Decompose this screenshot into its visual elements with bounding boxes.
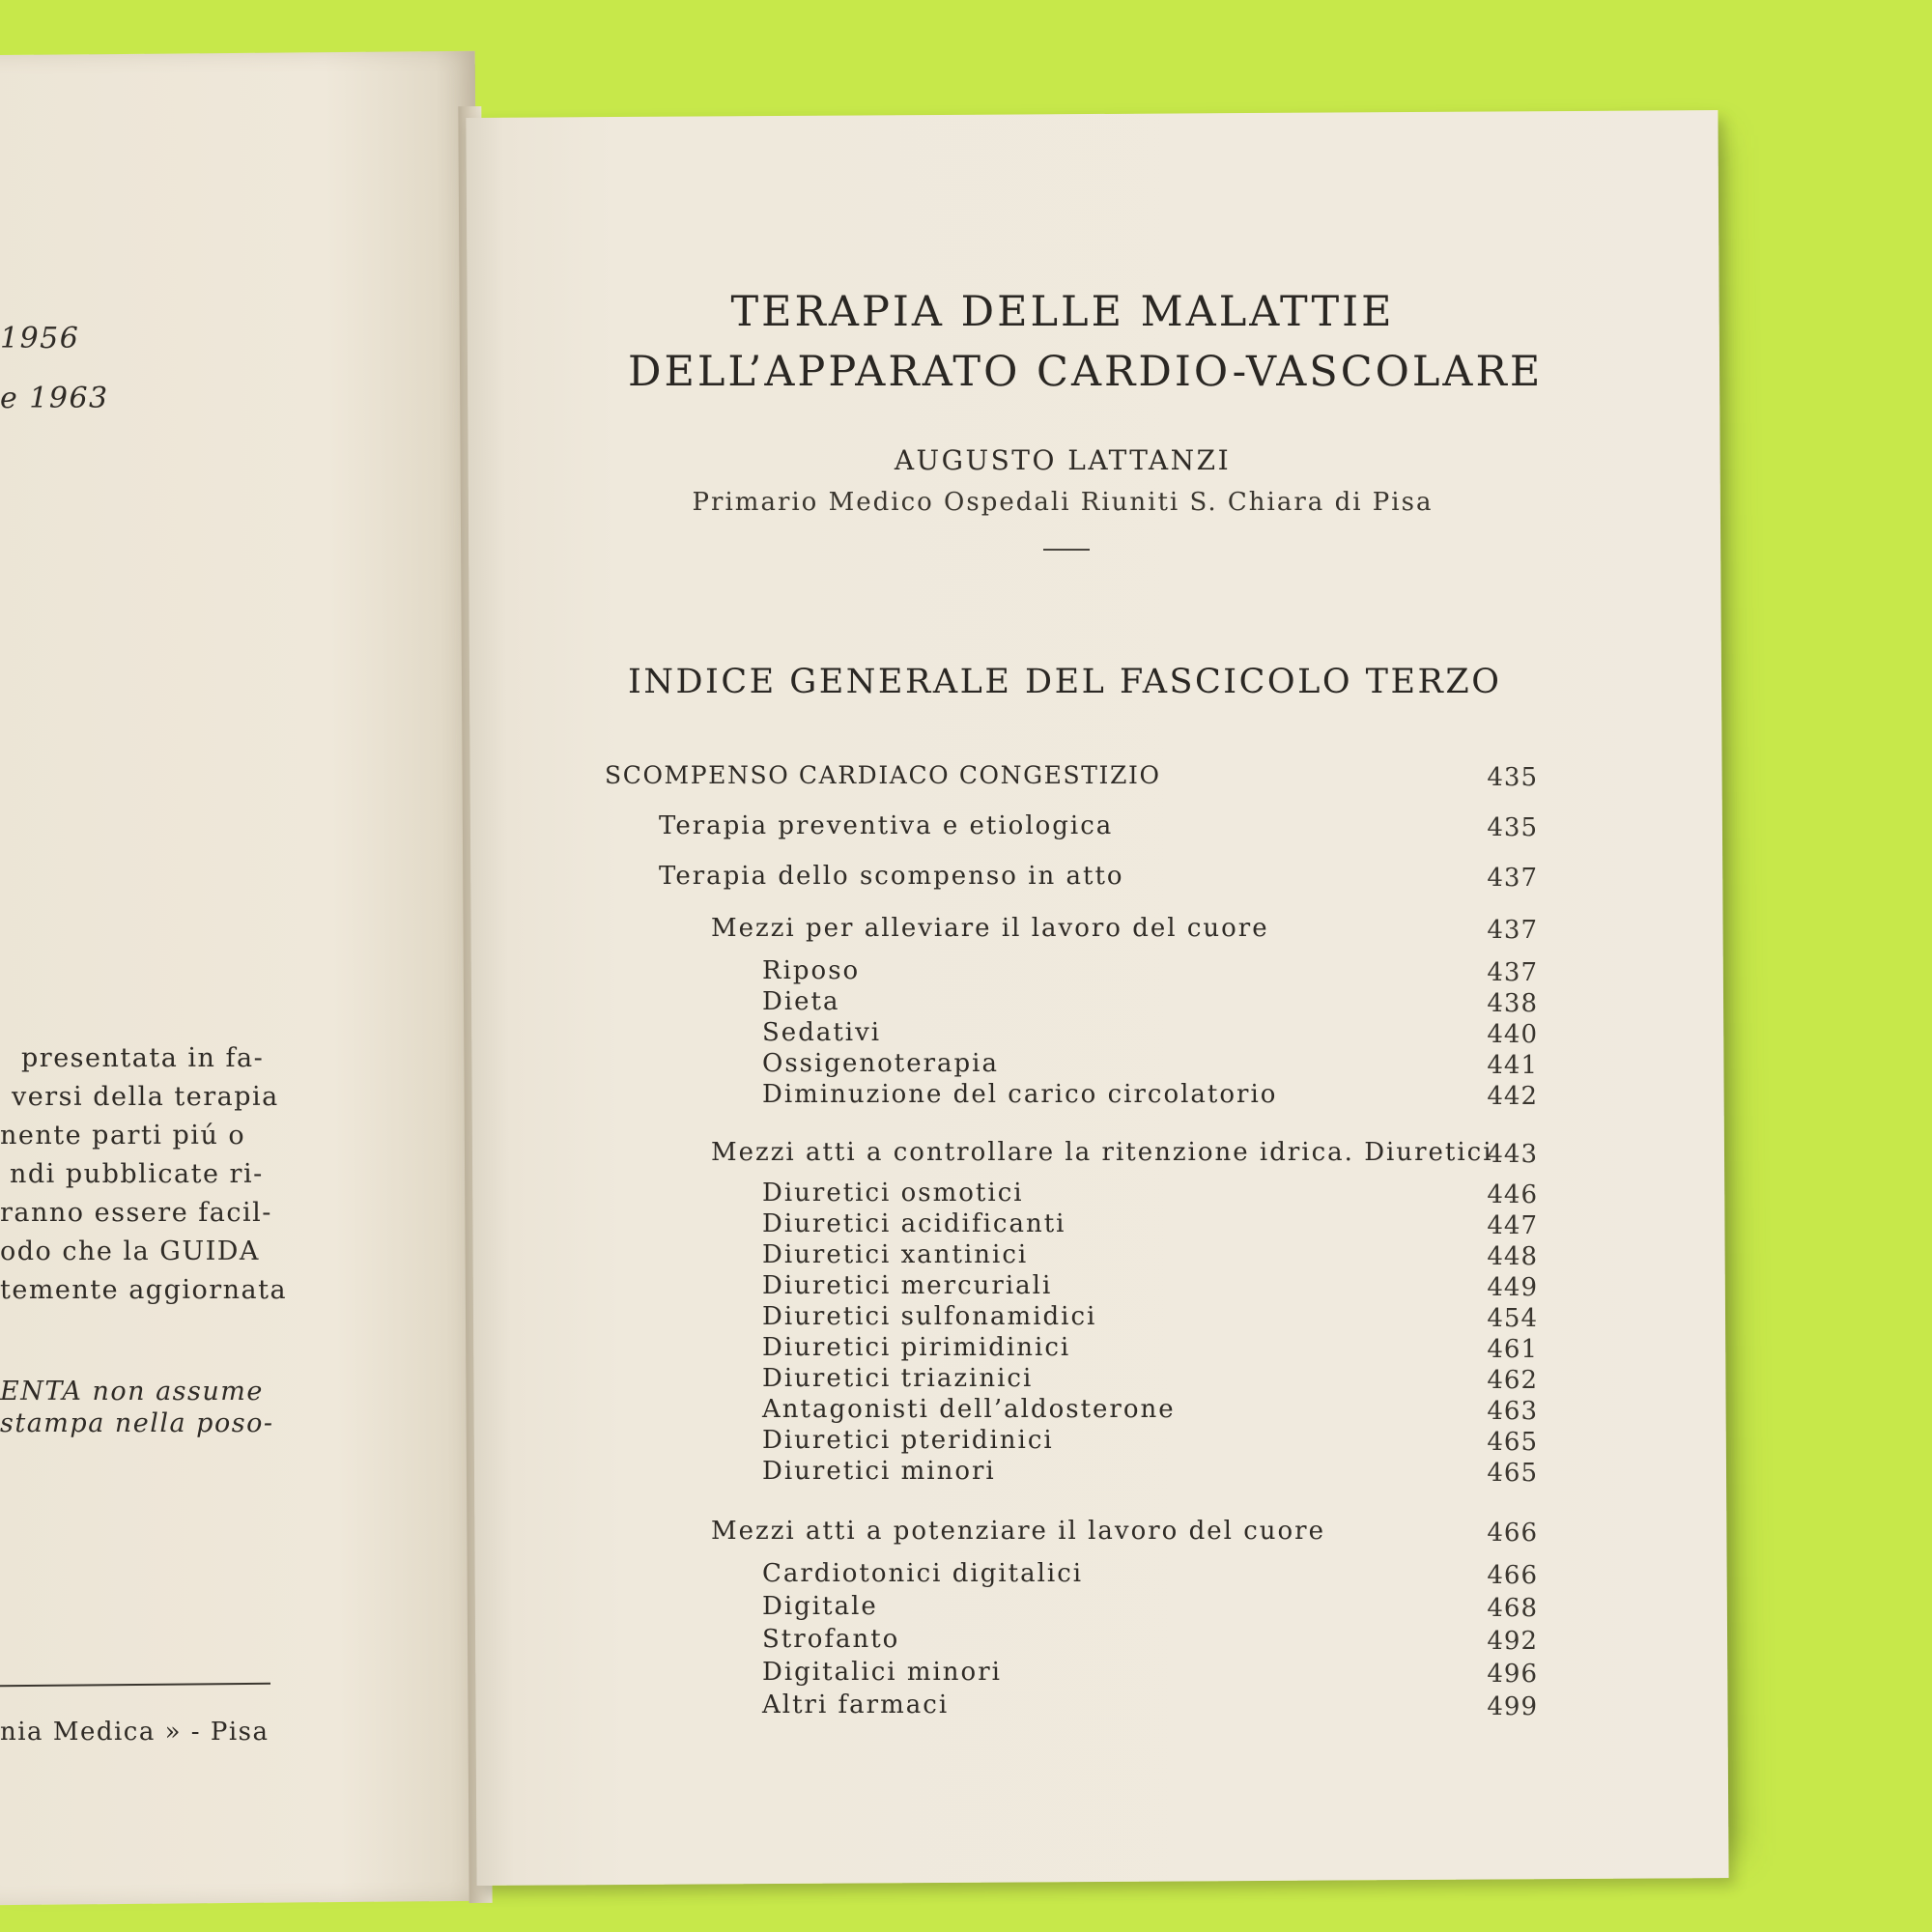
- left-page-footer: nia Medica » - Pisa: [0, 1718, 270, 1747]
- left-page-line: ENTA non assume: [0, 1377, 264, 1406]
- toc-entry-page: 446: [1487, 1180, 1538, 1209]
- toc-entry: [0, 1517, 1546, 1551]
- toc-entry: [0, 1333, 1546, 1368]
- toc-entry: [0, 811, 1546, 846]
- toc-entry-label: Mezzi atti a potenziare il lavoro del cuore: [711, 1517, 1325, 1546]
- toc-entry-page: 462: [1487, 1366, 1538, 1395]
- title-line-2: DELL’APPARATO CARDIO-VASCOLARE: [628, 348, 1544, 396]
- toc-entry-page: 492: [1487, 1627, 1538, 1656]
- left-page-line: versi della terapia: [12, 1082, 279, 1112]
- toc-entry: [0, 1049, 1546, 1084]
- toc-entry: [0, 914, 1546, 949]
- toc-entry: [0, 1240, 1546, 1275]
- left-page-line: ndi pubblicate ri-: [10, 1159, 264, 1189]
- left-page-line: nente parti piú o: [0, 1121, 246, 1151]
- toc-entry: [0, 1559, 1546, 1594]
- author-affiliation: Primario Medico Ospedali Riuniti S. Chiara di Pisa: [692, 488, 1434, 517]
- toc-entry-page: 454: [1487, 1304, 1538, 1333]
- toc-entry: [0, 956, 1546, 991]
- left-page-line: odo che la GUIDA: [0, 1236, 260, 1266]
- title-line-1: TERAPIA DELLE MALATTIE: [730, 288, 1395, 336]
- toc-entry-page: 448: [1487, 1242, 1538, 1271]
- left-page-line: stampa nella poso-: [0, 1408, 274, 1438]
- toc-entry-label: SCOMPENSO CARDIACO CONGESTIZIO: [605, 761, 1161, 789]
- toc-entry: [0, 1018, 1546, 1053]
- toc-entry-label: Diuretici mercuriali: [762, 1271, 1053, 1300]
- toc-entry-label: Diuretici osmotici: [762, 1179, 1024, 1208]
- toc-entry-label: Dieta: [762, 987, 840, 1016]
- toc-entry-page: 438: [1487, 989, 1538, 1018]
- toc-entry-page: 499: [1487, 1692, 1538, 1721]
- toc-entry-label: Mezzi atti a controllare la ritenzione idrica. Diuretici: [711, 1138, 1493, 1167]
- toc-entry-page: 465: [1487, 1459, 1538, 1488]
- toc-entry-page: 441: [1487, 1051, 1538, 1080]
- toc-entry: [0, 1457, 1546, 1492]
- toc-entry-page: 437: [1487, 864, 1538, 893]
- toc-entry-label: Antagonisti dell’aldosterone: [762, 1395, 1176, 1424]
- toc-entry-label: Strofanto: [762, 1625, 900, 1654]
- toc-entry-page: 449: [1487, 1273, 1538, 1302]
- toc-entry-label: Diuretici sulfonamidici: [762, 1302, 1097, 1331]
- toc-entry: [0, 1395, 1546, 1430]
- toc-entry: [0, 1138, 1546, 1173]
- toc-entry-label: Mezzi per alleviare il lavoro del cuore: [711, 914, 1269, 943]
- toc-entry: [0, 1426, 1546, 1461]
- toc-entry-page: 442: [1487, 1082, 1538, 1111]
- toc-entry-label: Riposo: [762, 956, 861, 985]
- toc-entry: [0, 1658, 1546, 1692]
- toc-entry-label: Diminuzione del carico circolatorio: [762, 1080, 1278, 1109]
- toc-entry-label: Ossigenoterapia: [762, 1049, 999, 1078]
- left-page-line: ranno essere facil-: [0, 1198, 272, 1228]
- toc-entry: [0, 1302, 1546, 1337]
- toc-entry-page: 435: [1487, 763, 1538, 792]
- toc-entry-page: 447: [1487, 1211, 1538, 1240]
- toc-entry-label: Diuretici xantinici: [762, 1240, 1029, 1269]
- toc-entry-label: Sedativi: [762, 1018, 882, 1047]
- toc-entry-page: 496: [1487, 1660, 1538, 1689]
- left-page-line: e 1963: [0, 382, 109, 415]
- toc-entry: [0, 1364, 1546, 1399]
- toc-entry: [0, 1179, 1546, 1213]
- toc-entry-label: Terapia preventiva e etiologica: [659, 811, 1114, 840]
- toc-entry-page: 435: [1487, 813, 1538, 842]
- toc-entry-page: 466: [1487, 1519, 1538, 1548]
- toc-entry-label: Cardiotonici digitalici: [762, 1559, 1084, 1588]
- toc-entry-page: 466: [1487, 1561, 1538, 1590]
- toc-entry-page: 468: [1487, 1594, 1538, 1623]
- toc-entry: [0, 1690, 1546, 1725]
- toc-entry-label: Diuretici minori: [762, 1457, 996, 1486]
- toc-entry-page: 437: [1487, 916, 1538, 945]
- toc-entry: [0, 1625, 1546, 1660]
- author-name: AUGUSTO LATTANZI: [894, 444, 1232, 476]
- toc-entry-label: Altri farmaci: [762, 1690, 950, 1719]
- left-page-line: presentata in fa-: [21, 1043, 265, 1073]
- toc-entry: [0, 1209, 1546, 1244]
- toc-entry-page: 437: [1487, 958, 1538, 987]
- left-page-line: 1956: [0, 322, 80, 355]
- toc-entry-label: Diuretici acidificanti: [762, 1209, 1066, 1238]
- toc-entry: [0, 1271, 1546, 1306]
- toc-entry-page: 440: [1487, 1020, 1538, 1049]
- toc-entry-page: 465: [1487, 1428, 1538, 1457]
- toc-entry: [0, 761, 1546, 796]
- title-divider: [1043, 549, 1090, 551]
- toc-entry: [0, 1592, 1546, 1627]
- index-title: INDICE GENERALE DEL FASCICOLO TERZO: [628, 663, 1502, 701]
- toc-entry-label: Diuretici pirimidinici: [762, 1333, 1071, 1362]
- toc-entry: [0, 987, 1546, 1022]
- toc-entry: [0, 1080, 1546, 1115]
- toc-entry-label: Digitalici minori: [762, 1658, 1002, 1687]
- toc-entry-page: 443: [1487, 1140, 1538, 1169]
- toc-entry: [0, 862, 1546, 896]
- toc-entry-label: Digitale: [762, 1592, 878, 1621]
- toc-entry-label: Terapia dello scompenso in atto: [659, 862, 1124, 891]
- toc-entry-page: 463: [1487, 1397, 1538, 1426]
- toc-entry-page: 461: [1487, 1335, 1538, 1364]
- left-page-line: temente aggiornata: [0, 1275, 288, 1305]
- toc-entry-label: Diuretici triazinici: [762, 1364, 1034, 1393]
- toc-entry-label: Diuretici pteridinici: [762, 1426, 1054, 1455]
